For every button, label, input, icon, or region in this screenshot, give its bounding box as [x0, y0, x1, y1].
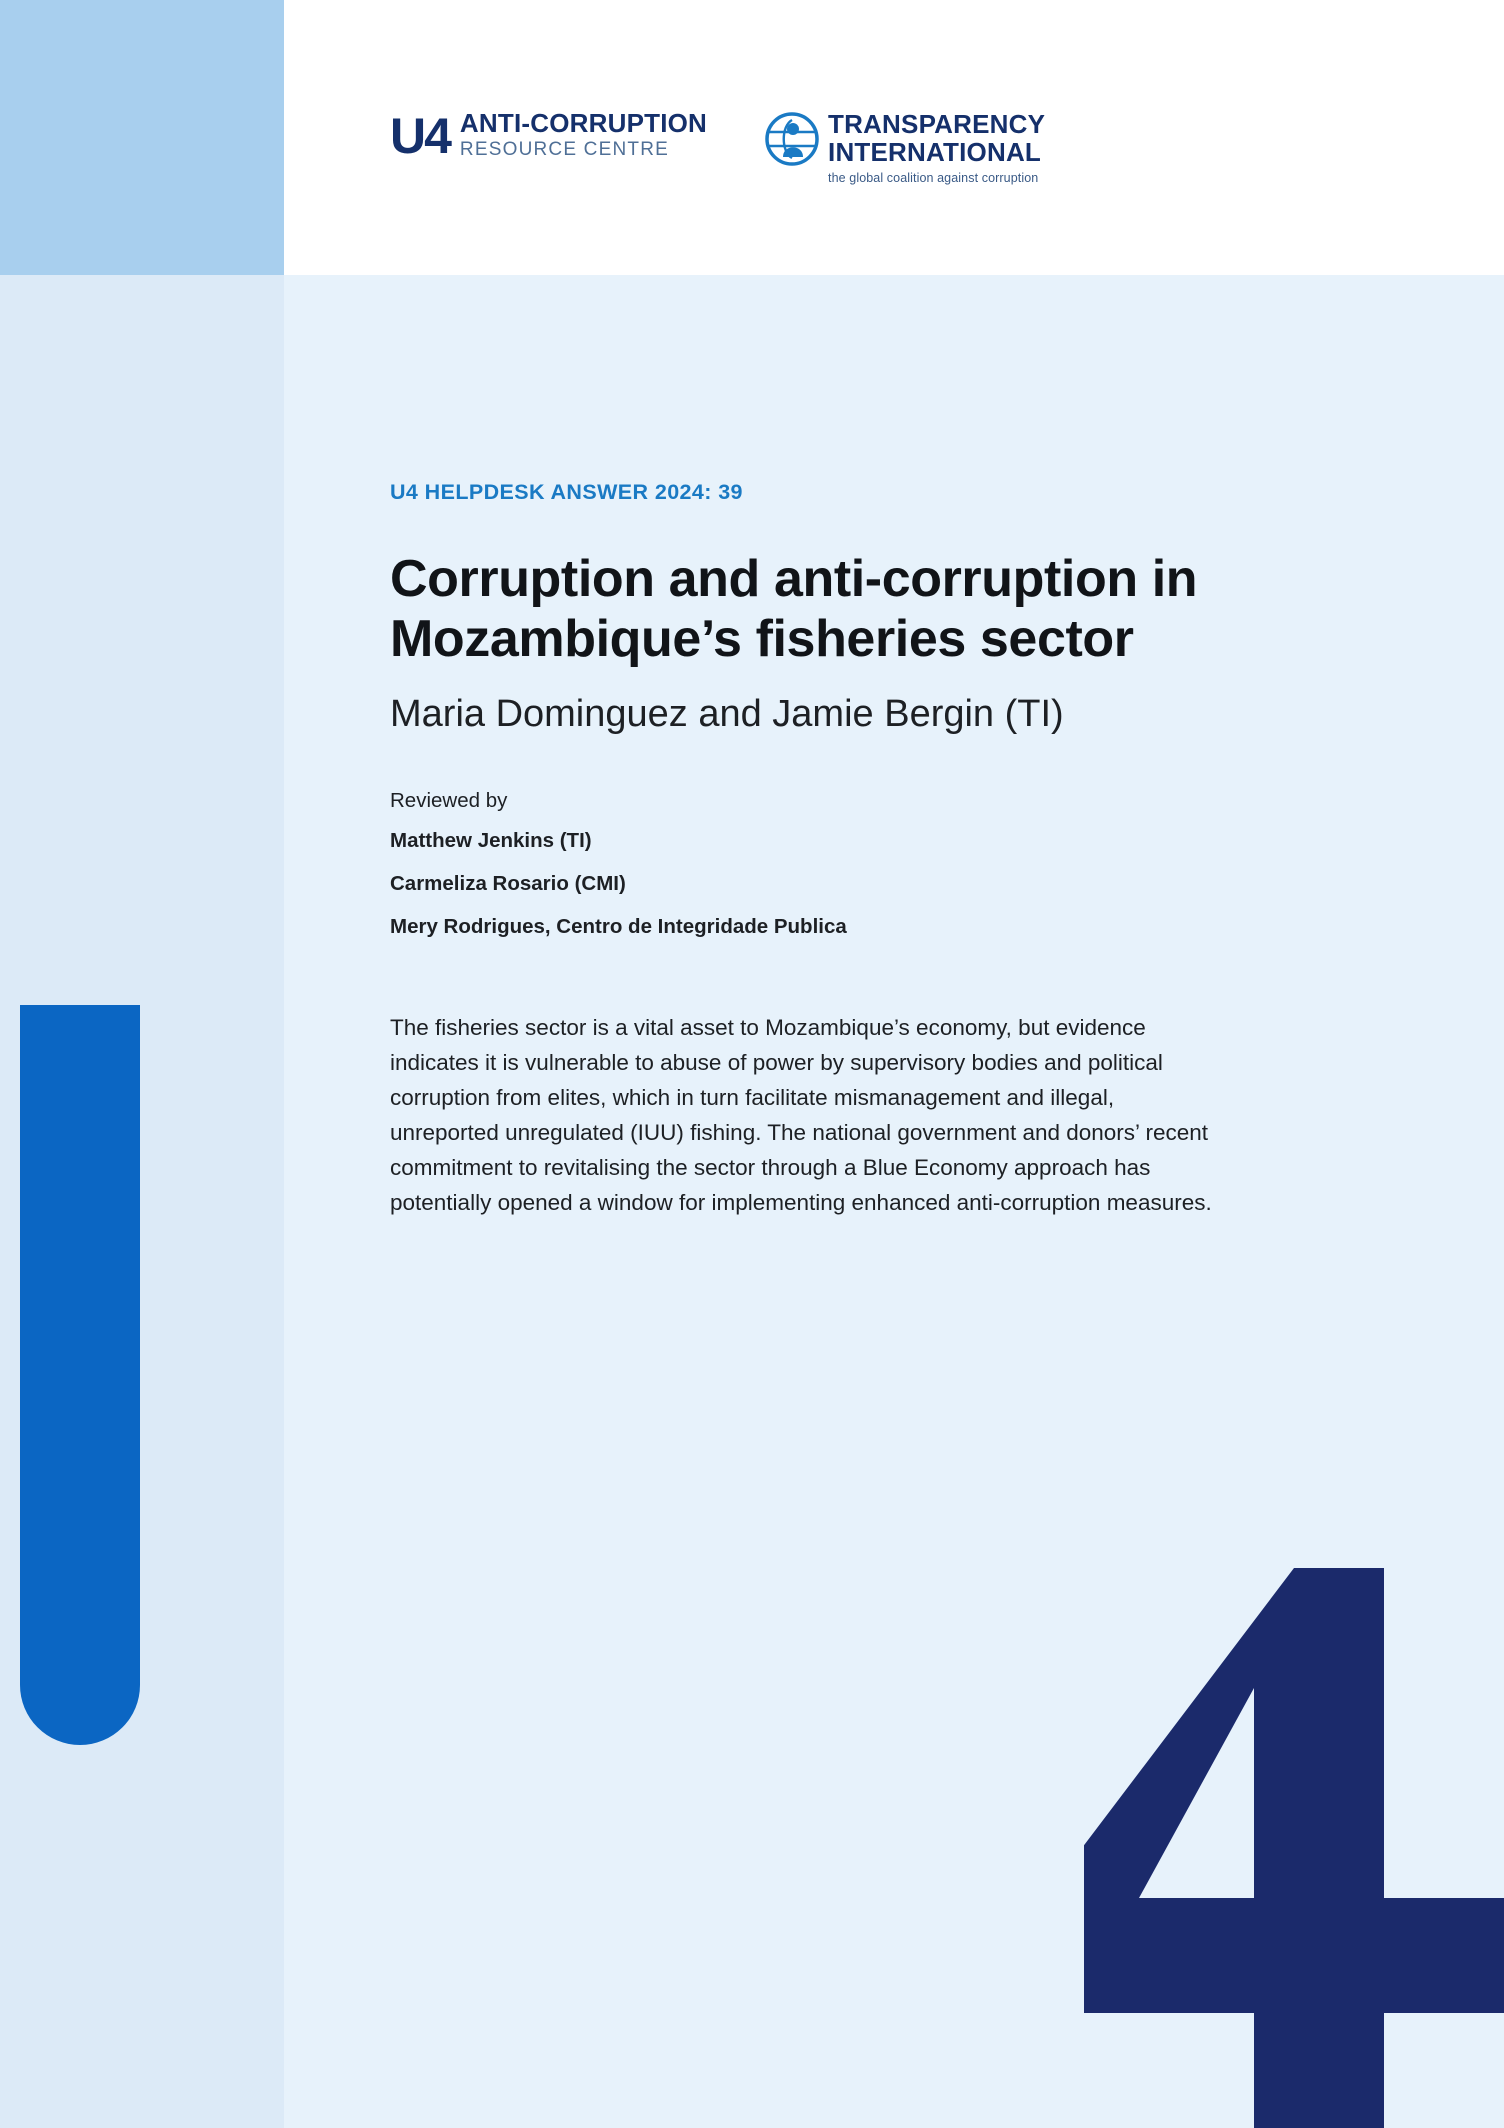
abstract-text: The fisheries sector is a vital asset to Mozambique’s economy, but evidence indicates it is vulnerable to abuse of power by supervisory bodies and political corruption from elites, which in turn facilitate mismanagement and illegal, unreported unregulated (IUU) fishing. The national government and donors’ recent commitment to revitalising the sector through a Blue Economy approach has potentially opened a window for implementing enhanced anti-corruption measures.: [390, 1015, 1212, 1215]
u4-logo-subtitle: RESOURCE CENTRE: [459, 139, 669, 161]
logo-row: [390, 110, 1045, 185]
cover-content: [390, 480, 1310, 1243]
reviewer-2: Carmeliza Rosario (CMI): [390, 872, 626, 896]
transparency-international-logo: [765, 110, 1045, 185]
ti-logo-line1: TRANSPARENCY: [828, 109, 1046, 139]
document-series-label: U4 HELPDESK ANSWER 2024: 39: [390, 480, 743, 504]
reviewer-1: Matthew Jenkins (TI): [390, 829, 592, 853]
u4-logo-title: ANTI-CORRUPTION: [459, 108, 708, 138]
ti-logo-tagline: the global coalition against corruption: [828, 171, 1039, 186]
ti-logo-text: [828, 110, 1045, 185]
reviewer-3: Mery Rodrigues, Centro de Integridade Publica: [390, 915, 847, 939]
u4-logo: [390, 108, 708, 165]
u4-mark-icon: U4: [390, 108, 450, 165]
page-title: Corruption and anti-corruption in Mozambique’s fisheries sector: [390, 550, 1198, 669]
reviewed-by-label: Reviewed by: [390, 789, 508, 813]
ti-logo-line2: INTERNATIONAL: [828, 137, 1042, 168]
authors: Maria Dominguez and Jamie Bergin (TI): [390, 692, 1064, 735]
top-left-blue-block: [0, 0, 284, 275]
ti-globe-person-icon: [765, 112, 819, 166]
u4-logo-text: [460, 110, 707, 162]
decorative-u-shape: [20, 1005, 140, 1745]
